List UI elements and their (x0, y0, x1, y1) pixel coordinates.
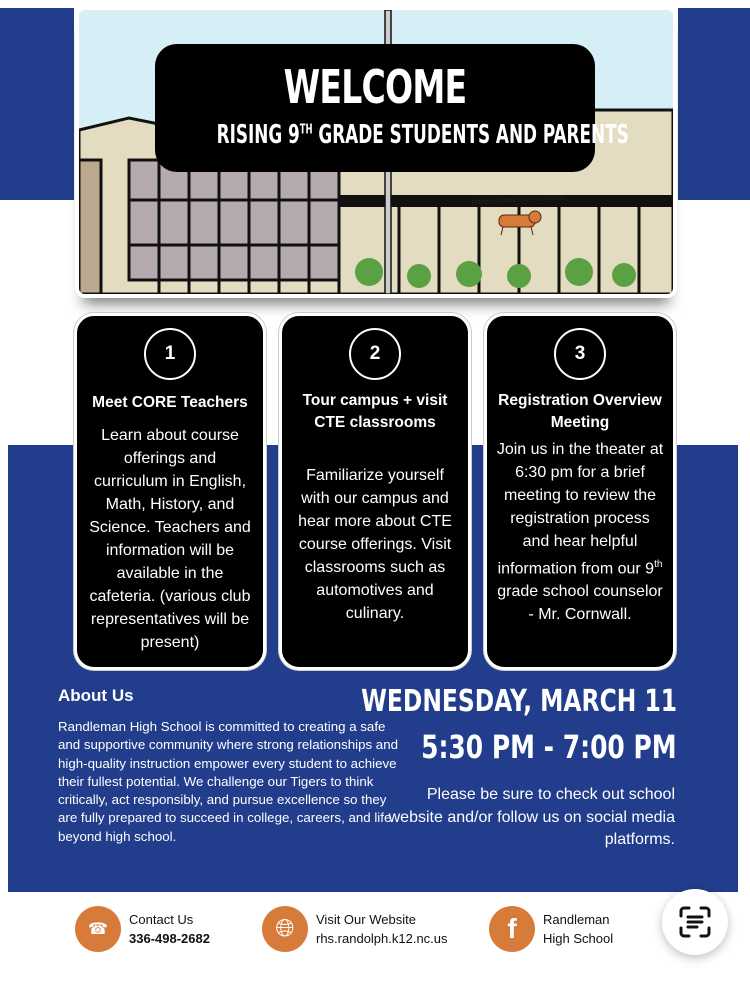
phone-icon: ☎ (75, 906, 121, 952)
card-meet-core-teachers (74, 313, 266, 670)
event-time: 5:30 PM - 7:00 PM (421, 728, 677, 766)
welcome-title: WELCOME (283, 60, 467, 114)
top-right-band (678, 8, 750, 200)
card-registration-overview (484, 313, 676, 670)
card-title: Tour campus + visit CTE classrooms (302, 392, 448, 431)
step-number-3: 3 (554, 328, 606, 380)
facebook-icon: f (489, 906, 535, 952)
card-body: Join us in the theater at 6:30 pm for a brief meeting to review the registration process and hear helpful information from our 9th grade school counselor - Mr. Cornwall. (496, 441, 664, 624)
facebook-name-line2: High School (543, 931, 614, 946)
website-label: Visit Our Website (316, 912, 416, 927)
scan-text-button[interactable] (662, 889, 728, 955)
about-heading: About Us (58, 686, 134, 705)
globe-icon: 🌐︎ (262, 906, 308, 952)
card-title: Registration Overview Meeting (498, 392, 662, 431)
welcome-banner (155, 44, 629, 172)
top-left-band (0, 8, 74, 200)
card-title: Meet CORE Teachers (92, 394, 248, 411)
card-body: Familiarize yourself with our campus and hear more about CTE course offerings. Visit classrooms such as automotives and culinary. (298, 467, 452, 622)
card-body: Learn about course offerings and curriculum in English, Math, History, and Science. Teachers and information will be available in the cafeteria. (various club representatives will be present) (89, 427, 251, 651)
step-number-2: 2 (349, 328, 401, 380)
step-number-1: 1 (144, 328, 196, 380)
scan-text-icon (678, 905, 712, 939)
event-date: WEDNESDAY, MARCH 11 (361, 684, 677, 719)
website-link[interactable] (262, 906, 448, 952)
about-us-section (58, 686, 398, 846)
phone-number: 336-498-2682 (129, 931, 210, 946)
school-sign: RANDLEMAN HIGH SCHOOL (471, 194, 567, 207)
about-body: Randleman High School is committed to creating a safe and supportive community where strong relationships and high-quality instruction empower every student to achieve their fullest potential. We challenge our Tigers to think critically, act responsibly, and pursue excellence so they are fully prepared to succeed in college, careers, and life beyond high school. (58, 719, 398, 844)
social-note: Please be sure to check out school website and/or follow us on social media platforms. (388, 786, 675, 848)
school-illustration (75, 6, 677, 298)
facebook-name-line1: Randleman (543, 912, 610, 927)
contact-label: Contact Us (129, 912, 194, 927)
welcome-subtitle: RISING 9TH GRADE STUDENTS AND PARENTS (216, 120, 629, 150)
card-tour-campus (279, 313, 471, 670)
facebook-link[interactable] (489, 906, 613, 952)
contact-phone[interactable] (75, 906, 210, 952)
website-url: rhs.randolph.k12.nc.us (316, 931, 448, 946)
